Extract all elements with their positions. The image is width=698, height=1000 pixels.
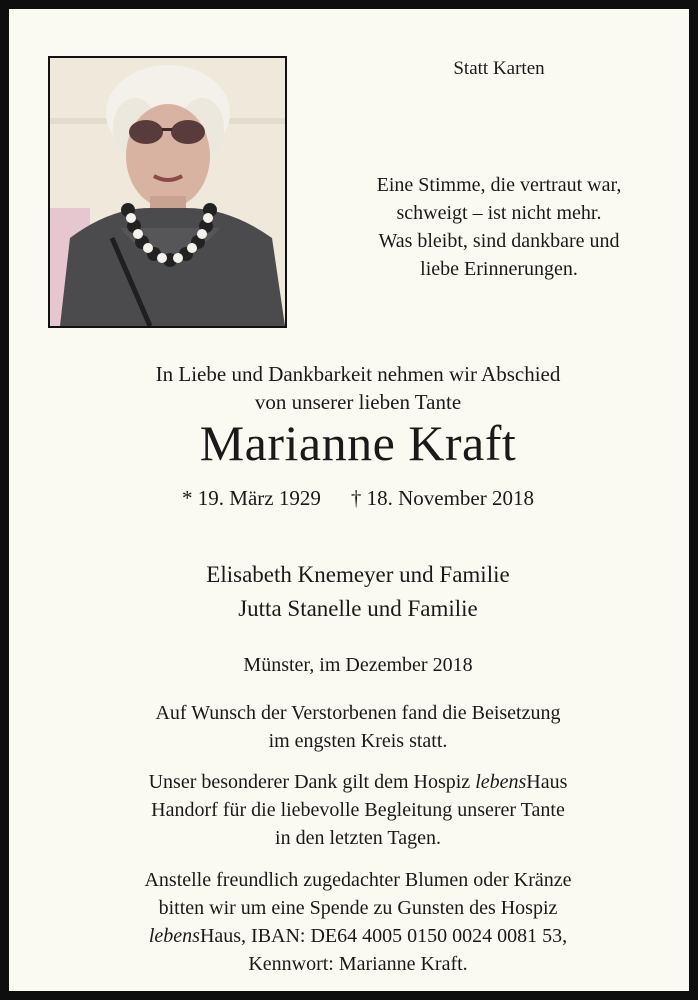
mourners <box>9 558 698 626</box>
donation-note <box>9 866 698 978</box>
poem-line: Eine Stimme, die vertraut war, <box>376 174 622 196</box>
burial-line: im engsten Kreis statt. <box>268 730 448 752</box>
intro-line: von unserer lieben Tante <box>254 390 462 414</box>
thanks-note <box>9 768 698 852</box>
death-date: † 18. November 2018 <box>350 486 534 510</box>
donation-iban: Haus, IBAN: DE64 4005 0150 0024 0081 53, <box>199 925 568 947</box>
poem-line: liebe Erinnerungen. <box>420 258 578 280</box>
thanks-text: Unser besonderer Dank gilt dem Hospiz <box>148 771 476 793</box>
thanks-line: in den letzten Tagen. <box>275 827 441 849</box>
thanks-line <box>9 768 698 796</box>
place-date: Münster, im Dezember 2018 <box>243 654 473 676</box>
burial-line: Auf Wunsch der Verstorbenen fand die Beisetzung <box>155 702 561 724</box>
memorial-poem <box>329 171 669 283</box>
thanks-line: Handorf für die liebevolle Begleitung unserer Tante <box>151 799 565 821</box>
poem-line: schweigt – ist nicht mehr. <box>396 202 602 224</box>
poem-line: Was bleibt, sind dankbare und <box>378 230 620 252</box>
donation-line: bitten wir um eine Spende zu Gunsten des Hospiz <box>158 897 558 919</box>
farewell-intro <box>9 360 698 416</box>
intro-line: In Liebe und Dankbarkeit nehmen wir Abschied <box>155 362 561 386</box>
donation-line: Kennwort: Marianne Kraft. <box>248 953 468 975</box>
hospice-name-rest: Haus <box>526 771 568 793</box>
mourner-line: Jutta Stanelle und Familie <box>238 596 478 621</box>
hospice-name-italic: lebens <box>148 925 200 947</box>
burial-note <box>9 699 698 755</box>
life-dates <box>9 483 698 513</box>
hospice-name-italic: lebens <box>475 771 527 793</box>
deceased-name: Marianne Kraft <box>199 415 517 471</box>
mourner-line: Elisabeth Knemeyer und Familie <box>206 562 510 587</box>
donation-line: Anstelle freundlich zugedachter Blumen oder Kränze <box>144 869 572 891</box>
birth-date: * 19. März 1929 <box>182 486 321 510</box>
statt-karten-note: Statt Karten <box>453 58 545 79</box>
donation-line <box>9 922 698 950</box>
portrait-photo <box>48 56 287 328</box>
